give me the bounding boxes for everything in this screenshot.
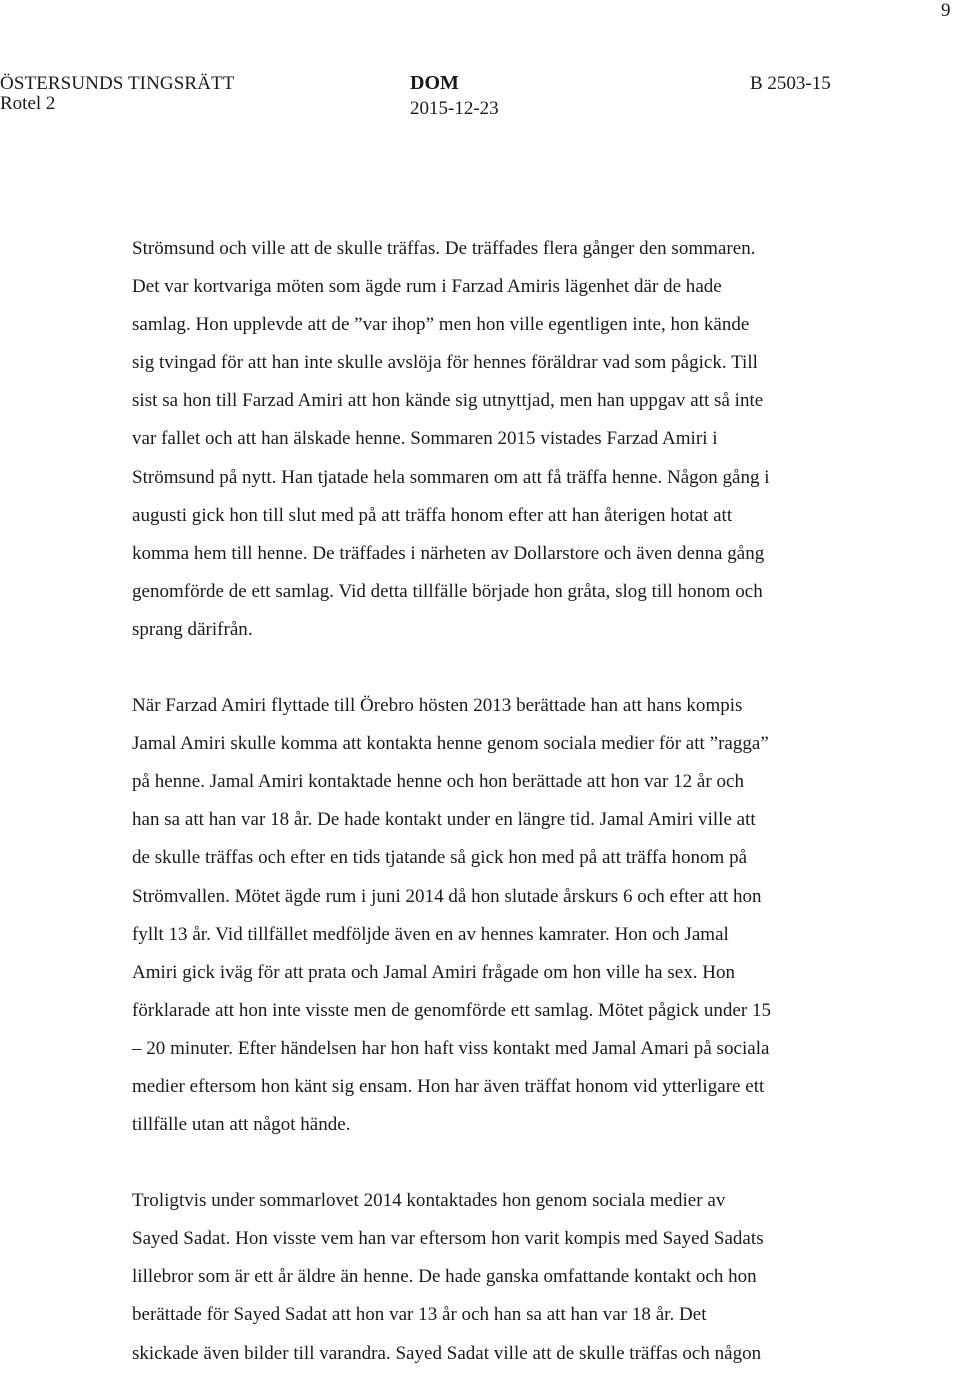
text-line: Sayed Sadat. Hon visste vem han var eftersom hon varit kompis med Sayed Sadats	[132, 1228, 764, 1250]
text-line: lillebror som är ett år äldre än henne. De hade ganska omfattande kontakt och hon	[132, 1266, 757, 1288]
text-line: var fallet och att han älskade henne. Sommaren 2015 vistades Farzad Amiri i	[132, 428, 718, 450]
text-line: Strömsund och ville att de skulle träffas. De träffades flera gånger den sommaren.	[132, 238, 756, 259]
text-line: medier eftersom hon känt sig ensam. Hon har även träffat honom vid ytterligare ett	[132, 1075, 765, 1097]
text-line: Strömvallen. Mötet ägde rum i juni 2014 då hon slutade årskurs 6 och efter att hon	[132, 885, 762, 907]
text-line: sist sa hon till Farzad Amiri att hon kände sig utnyttjad, men han uppgav att så inte	[132, 390, 764, 412]
text-line: genomförde de ett samlag. Vid detta tillfälle började hon gråta, slog till honom och	[132, 580, 763, 602]
court-division: Rotel 2	[0, 93, 56, 114]
paragraph-3	[132, 1182, 892, 1372]
document-type: DOM	[410, 72, 459, 94]
text-line: – 20 minuter. Efter händelsen har hon haft viss kontakt med Jamal Amari på sociala	[132, 1037, 770, 1059]
text-line: på henne. Jamal Amiri kontaktade henne och hon berättade att hon var 12 år och	[132, 771, 744, 793]
text-line: Det var kortvariga möten som ägde rum i Farzad Amiris lägenhet där de hade	[132, 276, 722, 298]
paragraph-1	[132, 230, 892, 649]
text-line: samlag. Hon upplevde att de ”var ihop” men hon ville egentligen inte, hon kände	[132, 314, 750, 336]
document-body	[132, 230, 892, 1373]
text-line: Jamal Amiri skulle komma att kontakta henne genom sociala medier för att ”ragga”	[132, 733, 769, 755]
document-date: 2015-12-23	[410, 98, 499, 119]
page-number: 9	[941, 0, 951, 21]
text-line: berättade för Sayed Sadat att hon var 13 år och han sa att han var 18 år. Det	[132, 1304, 707, 1326]
text-line: När Farzad Amiri flyttade till Örebro hösten 2013 berättade han att hans kompis	[132, 695, 743, 717]
text-line: de skulle träffas och efter en tids tjatande så gick hon med på att träffa honom på	[132, 847, 748, 869]
text-line: Troligtvis under sommarlovet 2014 kontaktades hon genom sociala medier av	[132, 1190, 726, 1212]
text-line: tillfälle utan att något hände.	[132, 1114, 351, 1136]
text-line: sprang därifrån.	[132, 618, 253, 640]
case-number: B 2503-15	[750, 73, 831, 94]
text-line: förklarade att hon inte visste men de genomförde ett samlag. Mötet pågick under 15	[132, 999, 772, 1021]
court-name: ÖSTERSUNDS TINGSRÄTT	[0, 73, 235, 94]
text-line: skickade även bilder till varandra. Sayed Sadat ville att de skulle träffas och någon	[132, 1342, 762, 1364]
text-line: han sa att han var 18 år. De hade kontakt under en längre tid. Jamal Amiri ville att	[132, 809, 756, 831]
text-line: fyllt 13 år. Vid tillfället medföljde även en av hennes kamrater. Hon och Jamal	[132, 923, 729, 945]
text-line: Amiri gick iväg för att prata och Jamal Amiri frågade om hon ville ha sex. Hon	[132, 961, 736, 983]
text-line: komma hem till henne. De träffades i närheten av Dollarstore och även denna gång	[132, 542, 765, 564]
text-line: Strömsund på nytt. Han tjatade hela sommaren om att få träffa henne. Någon gång i	[132, 466, 770, 488]
text-line: augusti gick hon till slut med på att träffa honom efter att han återigen hotat att	[132, 504, 733, 526]
paragraph-2	[132, 687, 892, 1144]
text-line: sig tvingad för att han inte skulle avslöja för hennes föräldrar vad som pågick. Till	[132, 352, 758, 374]
